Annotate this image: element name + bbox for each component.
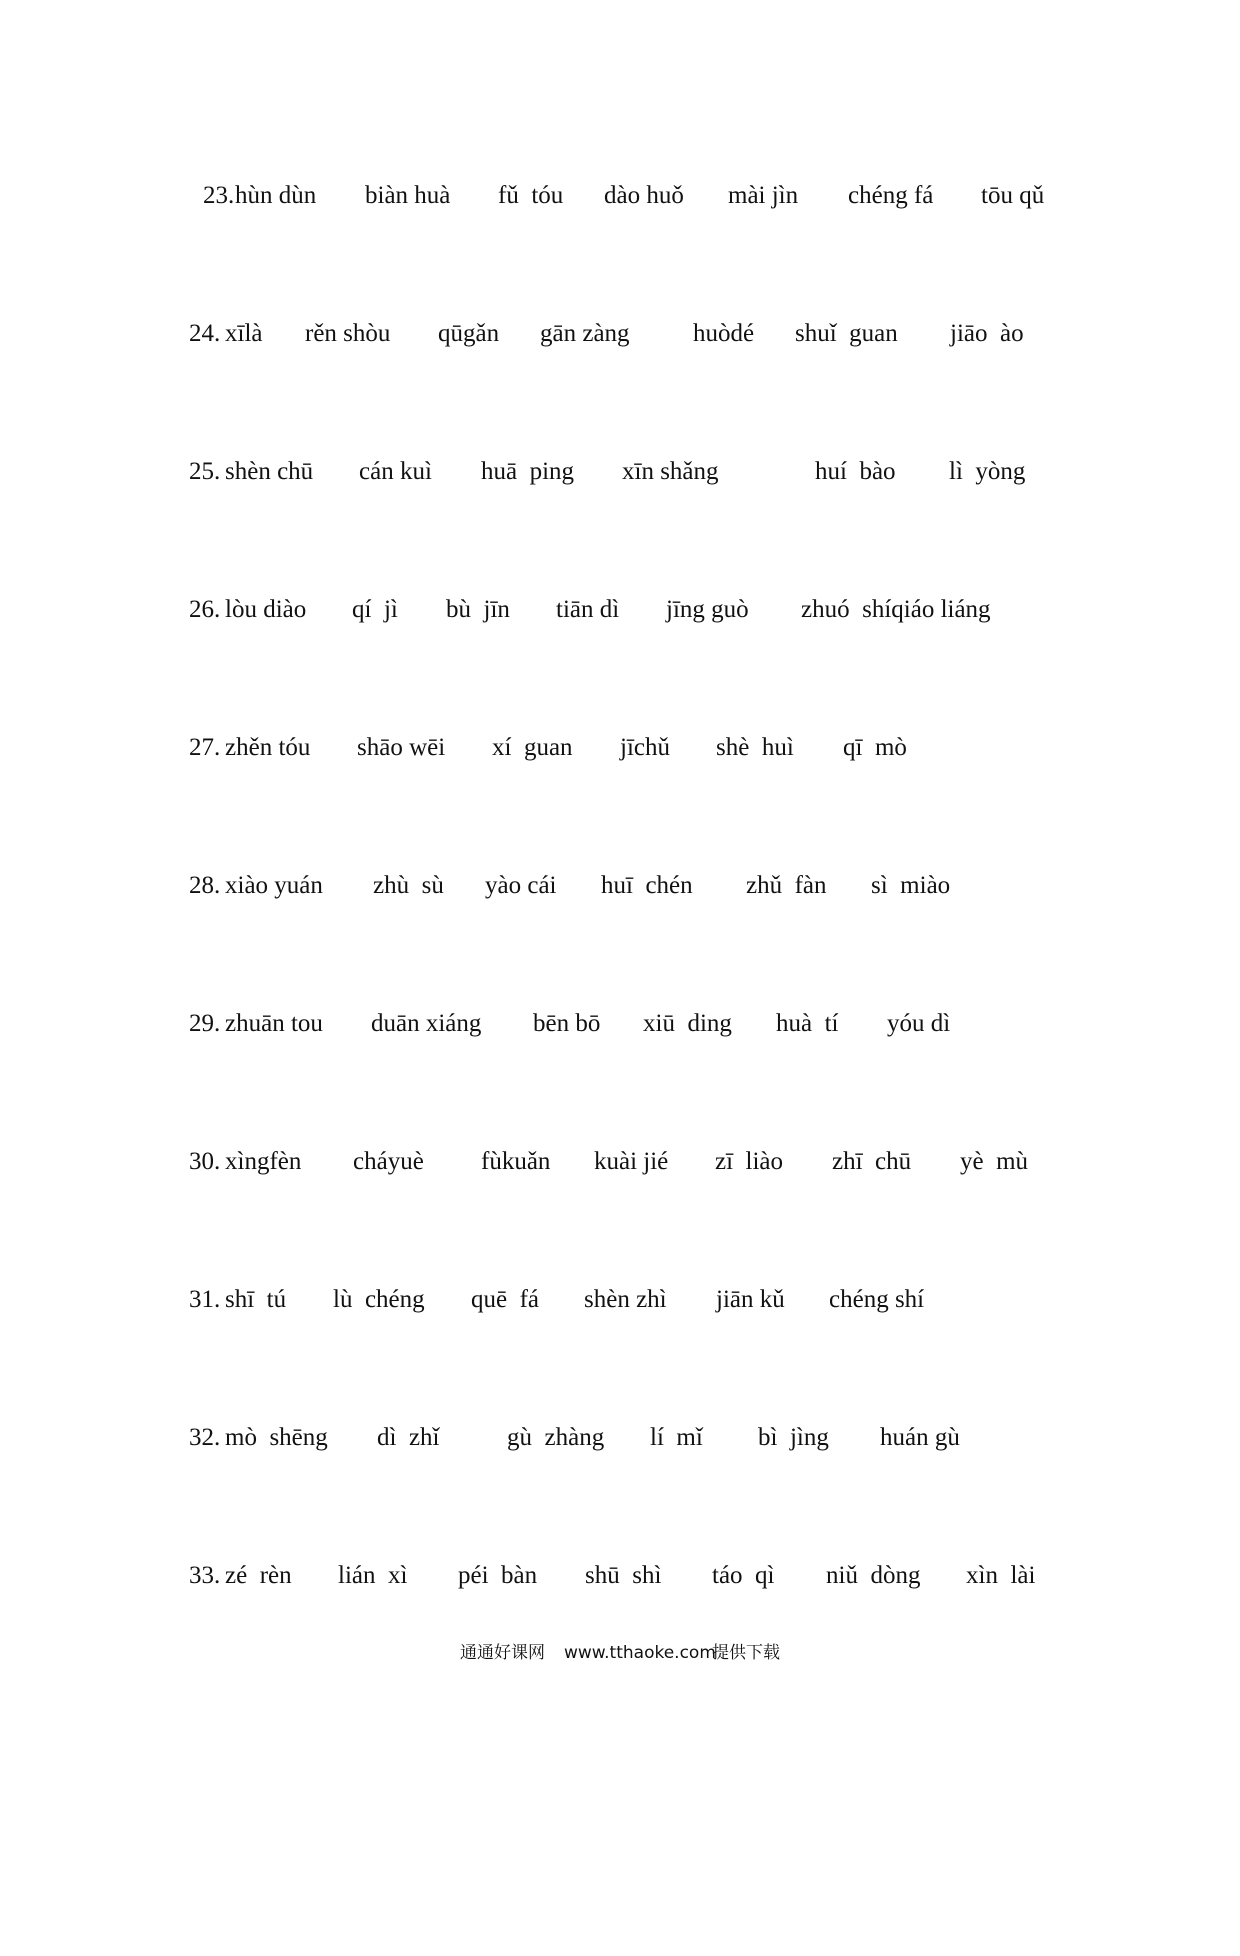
line-number: 28. xyxy=(189,872,221,899)
pinyin-word: péi bàn xyxy=(458,1562,538,1589)
pinyin-word: xìn lài xyxy=(966,1562,1036,1589)
pinyin-word: lù chéng xyxy=(333,1286,425,1313)
pinyin-word: hùn dùn xyxy=(235,182,317,209)
footer-site-name: 通通好课网 xyxy=(460,1643,545,1663)
pinyin-line-28 xyxy=(0,866,1240,906)
pinyin-word: jīng guò xyxy=(666,596,749,623)
pinyin-word: qí jì xyxy=(352,596,398,623)
pinyin-word: niǔ dòng xyxy=(826,1562,921,1589)
line-number: 26. xyxy=(189,596,221,623)
pinyin-word: jīchǔ xyxy=(620,734,670,761)
pinyin-line-26 xyxy=(0,590,1240,630)
pinyin-word: qūgǎn xyxy=(438,320,500,347)
pinyin-word: yè mù xyxy=(960,1148,1029,1175)
footer-suffix: 提供下载 xyxy=(712,1643,780,1663)
line-number: 32. xyxy=(189,1424,221,1451)
pinyin-word: huà tí xyxy=(776,1010,839,1037)
pinyin-word: huán gù xyxy=(880,1424,960,1451)
line-number: 25. xyxy=(189,458,221,485)
pinyin-word: dào huǒ xyxy=(604,182,684,209)
pinyin-line-27 xyxy=(0,728,1240,768)
pinyin-word: huòdé xyxy=(693,320,755,347)
pinyin-word: huí bào xyxy=(815,458,896,485)
pinyin-word: bēn bō xyxy=(533,1010,601,1037)
pinyin-word: chéng fá xyxy=(848,182,934,209)
pinyin-word: qī mò xyxy=(843,734,907,761)
line-number: 24. xyxy=(189,320,221,347)
pinyin-word: táo qì xyxy=(712,1562,775,1589)
line-number: 23. xyxy=(203,182,235,209)
footer-url-link[interactable]: www.tthaoke.com xyxy=(564,1643,716,1663)
pinyin-word: tiān dì xyxy=(556,596,620,623)
download-footer xyxy=(0,1638,1240,1668)
pinyin-line-31 xyxy=(0,1280,1240,1320)
pinyin-word: sì miào xyxy=(871,872,951,899)
pinyin-line-29 xyxy=(0,1004,1240,1044)
pinyin-word: shuǐ guan xyxy=(795,320,898,347)
pinyin-word: lí mǐ xyxy=(650,1424,703,1451)
pinyin-word: dì zhǐ xyxy=(377,1424,440,1451)
pinyin-word: kuài jié xyxy=(594,1148,669,1175)
pinyin-word: zī liào xyxy=(715,1148,784,1175)
pinyin-word: chéng shí xyxy=(829,1286,925,1313)
pinyin-word: shèn zhì xyxy=(584,1286,667,1313)
line-number: 33. xyxy=(189,1562,221,1589)
pinyin-word: xiū ding xyxy=(643,1010,732,1037)
pinyin-line-25 xyxy=(0,452,1240,492)
line-number: 30. xyxy=(189,1148,221,1175)
pinyin-word: rěn shòu xyxy=(305,320,391,347)
pinyin-word: cháyuè xyxy=(353,1148,424,1175)
pinyin-line-23 xyxy=(0,176,1240,216)
pinyin-word: duān xiáng xyxy=(371,1010,482,1037)
pinyin-word: lián xì xyxy=(338,1562,408,1589)
pinyin-word: yóu dì xyxy=(887,1010,951,1037)
pinyin-word: lì yòng xyxy=(949,458,1026,485)
pinyin-line-24 xyxy=(0,314,1240,354)
pinyin-word: biàn huà xyxy=(365,182,451,209)
pinyin-word: tōu qǔ xyxy=(981,182,1045,209)
pinyin-word: mò shēng xyxy=(225,1424,328,1451)
pinyin-word: shū shì xyxy=(585,1562,662,1589)
pinyin-line-33 xyxy=(0,1556,1240,1596)
pinyin-word: lòu diào xyxy=(225,596,307,623)
pinyin-word: gù zhàng xyxy=(507,1424,605,1451)
pinyin-word: mài jìn xyxy=(728,182,799,209)
line-number: 29. xyxy=(189,1010,221,1037)
pinyin-word: fǔ tóu xyxy=(498,182,564,209)
pinyin-word: bù jīn xyxy=(446,596,510,623)
pinyin-word: zhuó shíqiáo liáng xyxy=(801,596,991,623)
pinyin-word: shī tú xyxy=(225,1286,287,1313)
pinyin-word: shè huì xyxy=(716,734,794,761)
pinyin-word: zhuān tou xyxy=(225,1010,323,1037)
pinyin-word: zhǔ fàn xyxy=(746,872,827,899)
pinyin-word: xiào yuán xyxy=(225,872,323,899)
line-number: 31. xyxy=(189,1286,221,1313)
pinyin-word: huā ping xyxy=(481,458,575,485)
pinyin-word: bì jìng xyxy=(758,1424,829,1451)
pinyin-word: zhī chū xyxy=(832,1148,912,1175)
pinyin-word: zhěn tóu xyxy=(225,734,311,761)
pinyin-line-30 xyxy=(0,1142,1240,1182)
pinyin-word: gān zàng xyxy=(540,320,630,347)
pinyin-word: yào cái xyxy=(485,872,557,899)
pinyin-line-32 xyxy=(0,1418,1240,1458)
pinyin-word: jiān kǔ xyxy=(716,1286,785,1313)
pinyin-word: shāo wēi xyxy=(357,734,446,761)
pinyin-word: zé rèn xyxy=(225,1562,292,1589)
pinyin-word: xīn shǎng xyxy=(622,458,719,485)
pinyin-word: cán kuì xyxy=(359,458,432,485)
pinyin-word: quē fá xyxy=(471,1286,540,1313)
pinyin-word: shèn chū xyxy=(225,458,314,485)
pinyin-word: xí guan xyxy=(492,734,573,761)
pinyin-word: xīlà xyxy=(225,320,263,347)
pinyin-word: xìngfèn xyxy=(225,1148,302,1175)
line-number: 27. xyxy=(189,734,221,761)
pinyin-word: fùkuǎn xyxy=(481,1148,551,1175)
pinyin-word: huī chén xyxy=(601,872,693,899)
pinyin-word: jiāo ào xyxy=(950,320,1024,347)
pinyin-word: zhù sù xyxy=(373,872,444,899)
